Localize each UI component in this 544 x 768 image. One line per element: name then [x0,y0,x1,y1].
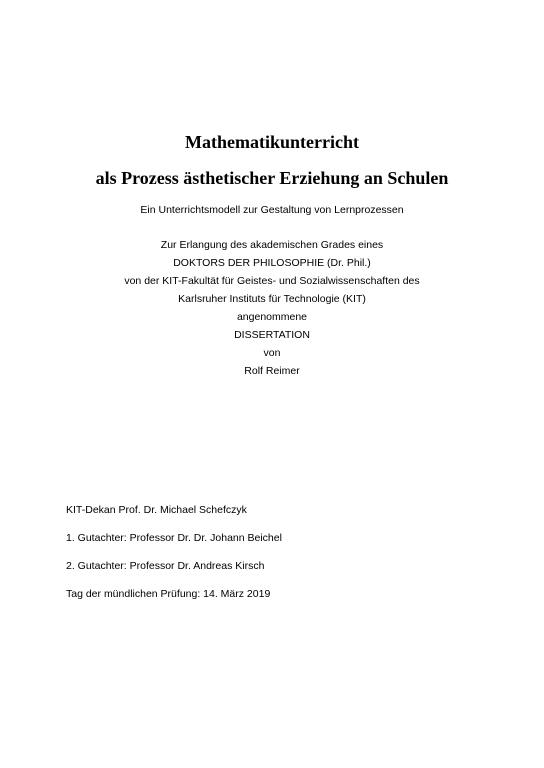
dean-line: KIT-Dekan Prof. Dr. Michael Schefczyk [66,504,247,516]
degree-line-institute: Karlsruher Instituts für Technologie (KIT) [178,293,366,305]
author-name: Rolf Reimer [244,365,300,377]
degree-line-by: von [263,347,281,359]
degree-line-accepted: angenommene [236,311,308,323]
second-reviewer-line: 2. Gutachter: Professor Dr. Andreas Kirsch [66,560,265,572]
exam-date-line: Tag der mündlichen Prüfung: 14. März 2019 [66,588,271,600]
thesis-subtitle: Ein Unterrichtsmodell zur Gestaltung von Lernprozessen [140,204,404,216]
degree-statement [0,238,544,382]
degree-line-purpose: Zur Erlangung des akademischen Grades eines [160,239,384,251]
degree-line-degree-title: DOKTORS DER PHILOSOPHIE (Dr. Phil.) [173,257,371,269]
thesis-title-line-1: Mathematikunterricht [185,132,359,152]
committee-info [66,503,282,615]
degree-line-dissertation: DISSERTATION [234,329,310,341]
thesis-title-line-2: als Prozess ästhetischer Erziehung an Schulen [95,168,449,188]
degree-line-faculty: von der KIT-Fakultät für Geistes- und Sozialwissenschaften des [124,275,420,287]
first-reviewer-line: 1. Gutachter: Professor Dr. Dr. Johann Beichel [66,532,282,544]
